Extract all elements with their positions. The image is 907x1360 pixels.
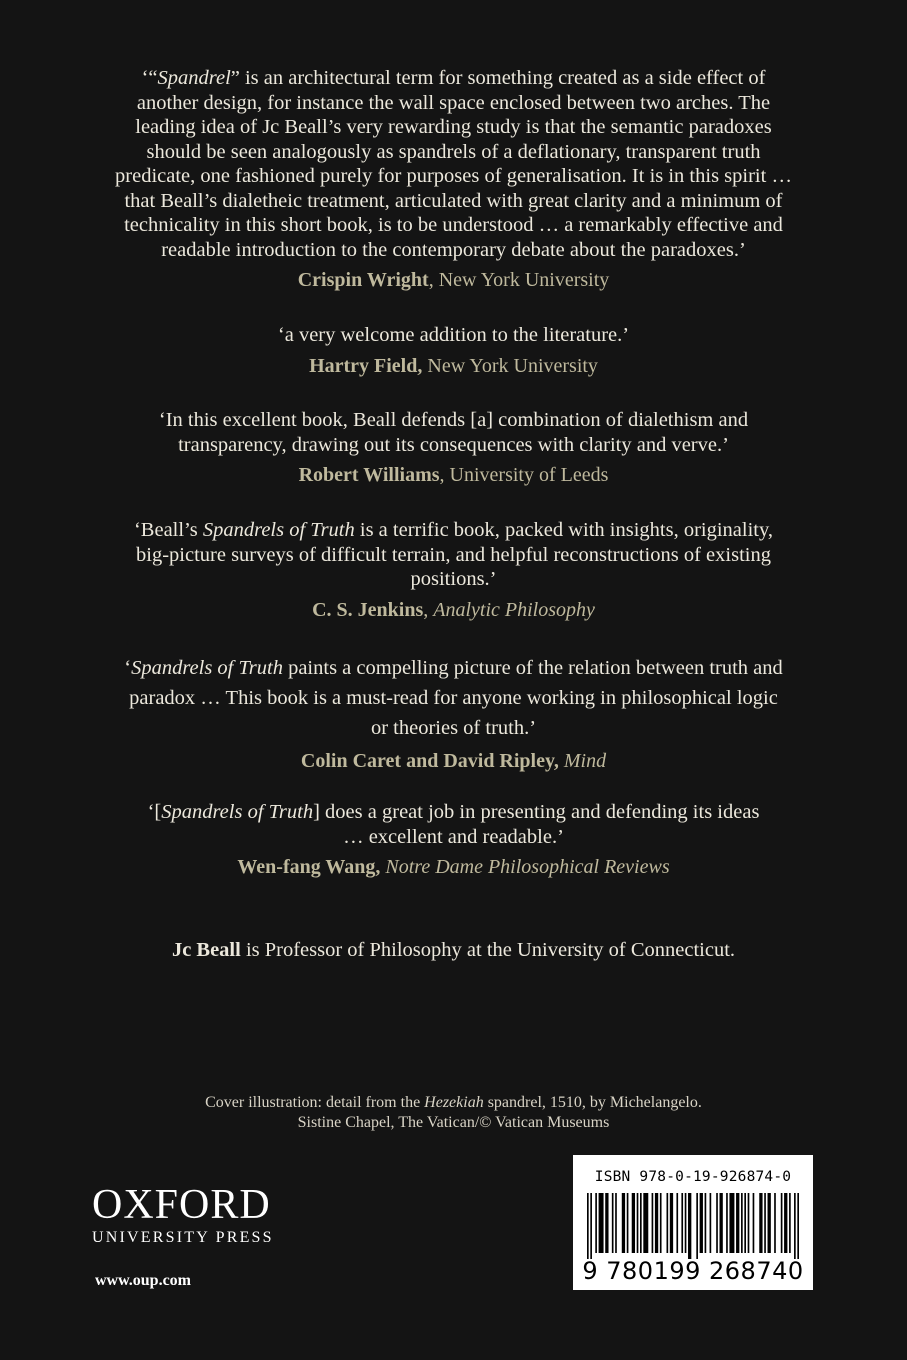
quote-line: ‘a very welcome addition to the literature.’ [277,324,630,346]
barcode-bar [599,1193,604,1253]
barcode-bar [794,1193,796,1259]
bio-author-name: Jc Beall [171,939,241,961]
publisher-name: OXFORD [92,1182,271,1228]
publication-name: Mind [563,750,607,772]
quote-text [80,518,827,592]
author-bio [80,939,827,962]
author-affiliation: New York University [422,354,598,377]
barcode-bar [764,1193,766,1253]
cover-illustration-credit [80,1093,827,1133]
publisher-url[interactable]: www.oup.com [95,1272,192,1289]
barcode-bar [681,1193,683,1253]
barcode-bar [789,1193,791,1253]
quote-line: technicality in this short book, is to be understood … a remarkably effective and [124,214,783,236]
credit-italic: Hezekiah [424,1094,484,1111]
book-title: Spandrels of Truth [202,519,355,541]
barcode-bar [700,1193,703,1253]
barcode-bar [797,1193,799,1259]
quote-line: predicate, one fashioned purely for purposes of generalisation. It is in this spirit … [115,165,792,187]
quote-robert-williams [80,408,827,487]
barcode-bar [784,1193,787,1253]
barcode-bar [655,1193,658,1253]
barcode-bar [676,1193,678,1253]
author-name: Hartry Field, [309,354,423,377]
quote-line: ‘In this excellent book, Beall defends [a] combination of dialethism and [158,409,749,431]
author-name: Crispin Wright [297,269,429,291]
quote-attribution [80,855,827,879]
quote-attribution [80,749,827,773]
quote-fragment: is a terrific book, packed with insights, originality, [354,519,774,541]
barcode-bar [774,1193,776,1253]
isbn-label: ISBN 978-0-19-926874-0 [594,1169,792,1185]
publication-name: Analytic Philosophy [433,598,595,621]
quote-line: paradox … This book is a must-read for anyone working in philosophical logic [129,687,778,709]
barcode-bar [716,1193,718,1253]
barcode-bar [753,1193,755,1253]
barcode-bar [660,1193,662,1253]
quote-line: big-picture surveys of difficult terrain, and helpful reconstructions of existing [136,543,771,566]
publisher-logo [92,1183,302,1247]
quote-fragment: ‘Beall’s [133,519,203,541]
barcode-bar [768,1193,771,1253]
barcode-bar [748,1193,750,1253]
publication-name: Notre Dame Philosophical Reviews [385,856,670,878]
quote-line: readable introduction to the contemporary debate about the paradoxes.’ [161,238,746,261]
quote-fragment: ] does a great job in presenting and defending its ideas [313,801,760,823]
quote-line: should be seen analogously as spandrels of a deflationary, transparent truth [146,140,761,163]
quote-text [80,653,827,743]
quote-line [124,657,783,679]
author-name: C. S. Jenkins [312,598,424,621]
quote-attribution [80,463,827,487]
quote-text [80,800,827,849]
barcode-bar [688,1193,691,1259]
quote-line: that Beall’s dialetheic treatment, articulated with great clarity and a minimum of [124,189,783,212]
book-title: Spandrels of Truth [131,657,283,679]
quote-text [80,408,827,457]
quote-text [80,323,827,348]
quote-line [134,519,773,541]
barcode-bar [587,1193,589,1259]
barcode-bar [670,1193,673,1253]
barcode-bar [736,1193,739,1253]
barcode-bar [759,1193,762,1253]
barcode-bar [605,1193,608,1253]
quote-line: transparency, drawing out its consequences with clarity and verve.’ [178,433,729,456]
barcode-digits: 9 780199 268740 [582,1257,804,1285]
quote-text [80,66,827,262]
quote-attribution [80,598,827,622]
barcode-bar [652,1193,654,1253]
author-affiliation: , [423,598,434,621]
book-title: Spandrels of Truth [161,801,314,823]
author-affiliation: , New York University [428,269,610,291]
barcode-bar [640,1193,642,1253]
barcode-bar [627,1193,629,1253]
quote-attribution [80,354,827,378]
author-affiliation: , University of Leeds [439,464,609,486]
barcode-bar [741,1193,743,1253]
barcode-bar [643,1193,648,1253]
quote-attribution [80,268,827,292]
barcode-bar [685,1193,687,1253]
author-name: Robert Williams [298,464,440,486]
quote-fragment: ‘[ [147,801,162,823]
quote-line: leading idea of Jc Beall’s very rewarding study is that the semantic paradoxes [135,116,772,138]
quote-line: positions.’ [410,568,497,590]
quote-line [148,801,760,823]
barcode-bar [696,1193,698,1259]
bio-text: is Professor of Philosophy at the University of Connecticut. [240,939,736,961]
isbn-barcode [573,1155,813,1290]
credit-line-2: Sistine Chapel, The Vatican/© Vatican Museums [297,1114,610,1131]
barcode-bar [612,1193,614,1253]
barcode-bar [590,1193,592,1259]
quote-wen-fang-wang [80,800,827,879]
quote-line: another design, for instance the wall space enclosed between two arches. The [136,91,771,114]
quote-fragment: paints a compelling picture of the relation between truth and [282,657,783,679]
quote-fragment: ‘ [124,657,132,679]
barcode-bar [781,1193,783,1253]
author-name: Wen-fang Wang, [237,856,381,878]
quote-cs-jenkins [80,518,827,622]
quote-hartry-field [80,323,827,378]
quote-line: … excellent and readable.’ [343,825,564,848]
barcode-bar [622,1193,625,1253]
quote-line: or theories of truth.’ [370,717,537,739]
barcode-bar [744,1193,746,1253]
barcode-bars [587,1193,799,1259]
barcode-bar [595,1193,597,1253]
barcode-bar [705,1193,707,1253]
quote-crispin-wright [80,66,827,292]
quote-line: ‘“Spandrel” is an architectural term for something created as a side effect of [141,67,766,89]
quote-caret-ripley [80,653,827,773]
barcode-bar [632,1193,635,1253]
publisher-subtitle: UNIVERSITY PRESS [92,1229,274,1246]
barcode-bar [729,1193,734,1253]
barcode-bar [637,1193,639,1253]
author-name: Colin Caret and David Ripley, [300,750,559,772]
barcode-bar [667,1193,669,1253]
barcode-bar [726,1193,728,1253]
barcode-bar [710,1193,712,1253]
barcode-bar [615,1193,617,1253]
credit-fragment: Cover illustration: detail from the [205,1094,425,1111]
credit-fragment: spandrel, 1510, by Michelangelo. [483,1094,702,1111]
barcode-bar [720,1193,723,1253]
